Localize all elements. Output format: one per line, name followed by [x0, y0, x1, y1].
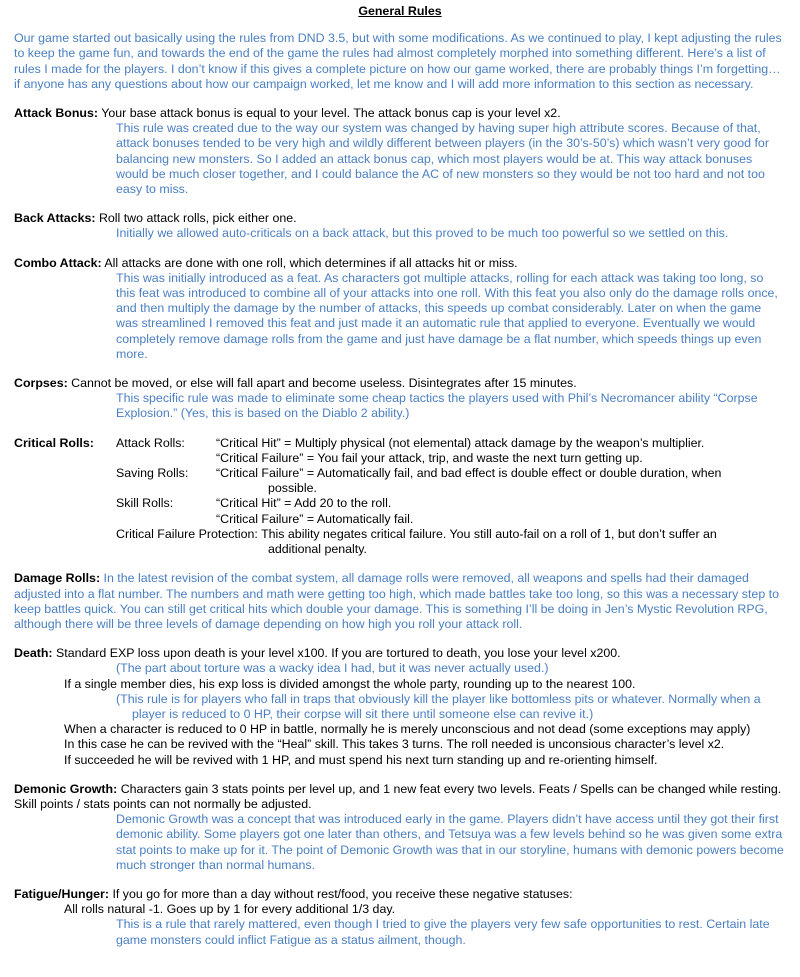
attack-bonus-note: This rule was created due to the way our system was changed by having super high attribute scores. Because of that, attack bonuses tended to be very high and wildly different between players (in the 30’s-50’s) which wasn’t very good for balancing new monsters. So I added an attack bonus cap, which most players would be at. This way attack bonuses would be much closer together, and I could balance the AC of new monsters so they would be not too hard and not too easy to miss.: [116, 121, 769, 197]
skill-rolls-critical-failure: “Critical Failure” = Automatically fail.: [216, 511, 414, 526]
section-fatigue-hunger: [14, 887, 786, 948]
section-death: [14, 646, 786, 768]
death-rule: [14, 646, 786, 661]
back-attacks-note: Initially we allowed auto-criticals on a back attack, but this proved to be much too powerful so we settled on this.: [116, 226, 729, 241]
critical-rolls-heading: Critical Rolls:: [14, 435, 94, 450]
corpses-note: This specific rule was made to eliminate some cheap tactics the players used with Phil’s Necromancer ability “Corpse Explosion.” (Yes, this is based on the Diablo 2 ability.): [116, 391, 758, 421]
damage-rolls-heading: Damage Rolls:: [14, 571, 101, 586]
skill-rolls-critical-hit: “Critical Hit” = Add 20 to the roll.: [216, 496, 392, 511]
protection-line-2: additional penalty.: [268, 542, 367, 557]
combo-attack-rule: [14, 256, 786, 271]
attack-rolls-critical-failure: “Critical Failure” = You fail your attack, trip, and waste the next turn getting up.: [216, 450, 643, 465]
death-note-torture: (The part about torture was a wacky idea I had, but it was never actually used.): [116, 661, 549, 676]
section-back-attacks: [14, 211, 786, 241]
section-critical-rolls: [14, 436, 786, 558]
damage-rolls-note: In the latest revision of the combat system, all damage rolls were removed, all weapons and spells had their damaged adjusted into a flat number. The numbers and math were getting too high, which made battles take too long, so this was a necessary step to keep battles quick. You can still get critical hits which double your damage. This is something I’ll be doing in Jen’s Mystic Revolution RPG, although there will be three levels of damage depending on how high you roll your attack roll.: [14, 571, 779, 631]
death-note-traps: (This rule is for players who fall in traps that obviously kill the player like bottomless pits or whatever. Normally when a player is reduced to 0 HP, their corpse will sit there until someone else can revive it.): [116, 691, 761, 721]
fatigue-text: If you go for more than a day without rest/food, you receive these negative statuses:: [109, 886, 573, 901]
protection-line-1: Critical Failure Protection: This ability negates critical failure. You still auto-fail on a roll of 1, but don’t suffer an: [116, 526, 717, 541]
demonic-growth-text: Characters gain 3 stats points per level up, and 1 new feat every two levels. Feats / Spells can be changed while resting. Skill points / stats points can not normally be adjusted.: [14, 781, 782, 811]
back-attacks-text: Roll two attack rolls, pick either one.: [95, 211, 297, 226]
demonic-growth-heading: Demonic Growth:: [14, 781, 118, 796]
critical-saving-row: [14, 466, 786, 496]
page-title: General Rules: [358, 4, 442, 18]
saving-rolls-label: Saving Rolls:: [116, 466, 189, 481]
intro-paragraph: Our game started out basically using the rules from DND 3.5, but with some modifications. As we continued to play, I kept adjusting the rules to keep the game fun, and towards the end of the game the rules had almost completely morphed into something different. Here’s a list of rules I made for the players. I don’t know if this gives a complete picture on how our game worked, there are probably things I’m forgetting… if anyone has any questions about how our campaign worked, let me know and I will add more information to this section as necessary.: [14, 31, 782, 91]
combo-attack-note: This was initially introduced as a feat. As characters got multiple attacks, rolling for each attack was taking too long, so this feat was introduced to combine all of your attacks into one roll. With this feat you also only do the damage rolls once, and then multiply the damage by the number of attacks, this speeds up combat considerably. Later on when the game was streamlined I removed this feat and just made it an automatic rule that applied to everyone. Eventually we would completely remove damage rolls from the game and just have damage be a flat number, which speeds things up even more.: [116, 270, 778, 361]
fatigue-heading: Fatigue/Hunger:: [14, 886, 109, 901]
saving-rolls-critical-failure: “Critical Failure” = Automatically fail, and bad effect is double effect or double duration, when: [216, 466, 722, 481]
section-corpses: [14, 376, 786, 422]
death-heading: Death:: [14, 646, 53, 661]
death-unconscious-rule: When a character is reduced to 0 HP in battle, normally he is merely unconscious and not dead (some exceptions may apply): [64, 722, 751, 737]
saving-rolls-continuation: possible.: [268, 481, 317, 496]
section-combo-attack: [14, 256, 786, 362]
critical-skill-row-1: [14, 496, 786, 511]
critical-attack-row-2: [14, 451, 786, 466]
death-text: Standard EXP loss upon death is your level x100. If you are tortured to death, you lose your level x200.: [52, 646, 621, 661]
attack-bonus-heading: Attack Bonus:: [14, 106, 98, 121]
section-demonic-growth: [14, 782, 786, 873]
fatigue-rule: [14, 887, 786, 902]
demonic-growth-note: Demonic Growth was a concept that was introduced early in the game. Players didn’t have access until they got their first demonic ability. Some players got one later than others, and Tetsuya was a few levels behind so he was given some extra stat points to make up for it. The point of Demonic Growth was that in our storyline, humans with demonic powers become much stronger than normal humans.: [116, 812, 784, 872]
fatigue-rolls-rule: All rolls natural -1. Goes up by 1 for every additional 1/3 day.: [64, 902, 396, 917]
attack-bonus-rule: [14, 106, 786, 121]
death-revive-rule: If succeeded he will be revived with 1 HP, and must spend his next turn standing up and re-orienting himself.: [64, 752, 658, 767]
skill-rolls-label: Skill Rolls:: [116, 496, 174, 511]
back-attacks-rule: [14, 211, 786, 226]
corpses-rule: [14, 376, 786, 391]
demonic-growth-rule: [14, 782, 786, 812]
critical-skill-row-2: [14, 512, 786, 527]
attack-bonus-text: Your base attack bonus is equal to your level. The attack bonus cap is your level x2.: [98, 106, 561, 121]
death-heal-rule: In this case he can be revived with the “Heal” skill. This takes 3 turns. The roll needed is unconsious character’s level x2.: [64, 737, 725, 752]
critical-attack-row-1: [14, 436, 786, 451]
corpses-heading: Corpses:: [14, 376, 68, 391]
section-attack-bonus: [14, 106, 786, 197]
fatigue-note: This is a rule that rarely mattered, even though I tried to give the players very few safe opportunities to rest. Certain late game monsters could inflict Fatigue as a status ailment, though.: [116, 917, 770, 947]
death-party-rule: If a single member dies, his exp loss is divided amongst the whole party, rounding up to the nearest 100.: [64, 676, 636, 691]
combo-attack-text: All attacks are done with one roll, which determines if all attacks hit or miss.: [101, 255, 518, 270]
back-attacks-heading: Back Attacks:: [14, 211, 96, 226]
section-damage-rolls: [14, 571, 786, 632]
combo-attack-heading: Combo Attack:: [14, 255, 102, 270]
attack-rolls-critical-hit: “Critical Hit” = Multiply physical (not elemental) attack damage by the weapon’s multiplier.: [216, 435, 705, 450]
critical-failure-protection: [14, 527, 786, 557]
corpses-text: Cannot be moved, or else will fall apart and become useless. Disintegrates after 15 minutes.: [67, 376, 577, 391]
attack-rolls-label: Attack Rolls:: [116, 435, 185, 450]
